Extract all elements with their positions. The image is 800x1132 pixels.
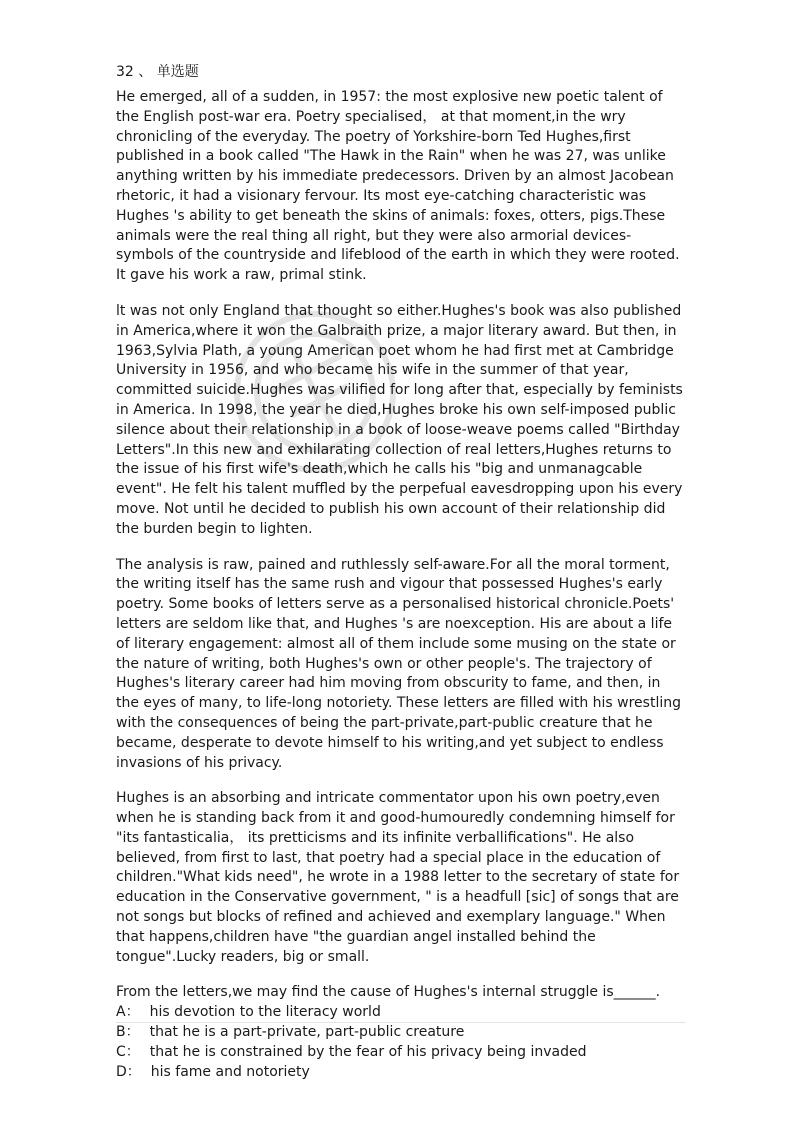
option-d[interactable] [116, 1063, 686, 1083]
passage-paragraph-2: lt was not only England that thought so either.Hughes's book was also published in America,where it won the Galbraith prize, a major literary award. But then, in 1963,Sylvia Plath, a young American poet whom he had first met at Cambridge University in 1956, and who became his wife in the summer of that year, committed suicide.Hughes was vilified for long after that, especially by feminists in America. In 1998, the year he died,Hughes broke his own self-imposed public silence about their relationship in a book of loose-weave poems called "Birthday Letters".In this new and exhilarating collection of real letters,Hughes returns to the issue of his first wife's death,which he calls his "big and unmanagcable event". He felt his talent muffled by the perpefual eavesdropping upon his every move. Not until he decided to publish his own account of their relationship did the burden begin to lighten. [116, 302, 683, 537]
question-type: 单选题 [156, 64, 199, 80]
option-b-letter: B： [116, 1024, 140, 1041]
option-a-text: his devotion to the literacy world [149, 1004, 381, 1021]
option-a[interactable] [116, 1003, 686, 1023]
question-prompt: From the letters,we may find the cause of Hughes's internal struggle is______. [116, 984, 661, 1001]
option-d-letter: D： [116, 1063, 141, 1080]
page-divider [116, 1022, 686, 1023]
option-d-text: his fame and notoriety [150, 1063, 310, 1080]
option-c[interactable] [116, 1043, 686, 1063]
option-a-letter: A： [116, 1004, 140, 1021]
passage-paragraph-1: He emerged, all of a sudden, in 1957: the most explosive new poetic talent of the English post-war era. Poetry specialised， at that moment,in the wry chronicling of the everyday. The poetry of Yorkshire-born Ted Hughes,first published in a book called "The Hawk in the Rain" when he was 27, was unlike anything written by his immediate predecessors. Driven by an almost Jacobean rhetoric, it had a visionary fervour. Its most eye-catching characteristic was Hughes 's ability to get beneath the skins of animals: foxes, otters, pigs.These animals were the real thing all right, but they were also armorial devices-symbols of the countryside and lifeblood of the earth in which they were rooted. It gave his work a raw, primal stink. [116, 89, 680, 284]
question-header [116, 62, 686, 82]
question-number: 32 [116, 64, 134, 80]
option-b-text: that he is a part-private, part-public creature [149, 1024, 465, 1041]
option-c-text: that he is constrained by the fear of his privacy being invaded [149, 1043, 587, 1060]
passage-paragraph-4: Hughes is an absorbing and intricate commentator upon his own poetry,even when he is standing back from it and good-humouredly condemning himself for "its fantasticalia， its pretticisms and its infinite verballifications". He also believed, from first to last, that poetry had a special place in the education of children."What kids need", he wrote in a 1988 letter to the secretary of state for education in the Conservative government, " is a headfull [sic] of songs that are not songs but blocks of refined and achieved and exemplary language." When that happens,children have "the guardian angel installed behind the tongue".Lucky readers, big or small. [116, 790, 680, 965]
passage-paragraph-3: The analysis is raw, pained and ruthlessly self-aware.For all the moral torment, the writing itself has the same rush and vigour that possessed Hughes's early poetry. Some books of letters serve as a personalised historical chronicle.Poets' letters are seldom like that, and Hughes 's are noexception. His are about a life of literary engagement: almost all of them include some musing on the state or the nature of writing, both Hughes's own or other people's. The trajectory of Hughes's literary career had him moving from obscurity to fame, and then, in the eyes of many, to life-long notoriety. These letters are filled with his wrestling with the consequences of being the part-private,part-public creature that he became, desperate to devote himself to his writing,and yet subject to endless invasions of his privacy. [116, 556, 681, 771]
document-page [116, 62, 686, 1082]
question-separator: 、 [138, 64, 153, 80]
option-c-letter: C： [116, 1043, 140, 1060]
option-b[interactable] [116, 1023, 686, 1043]
